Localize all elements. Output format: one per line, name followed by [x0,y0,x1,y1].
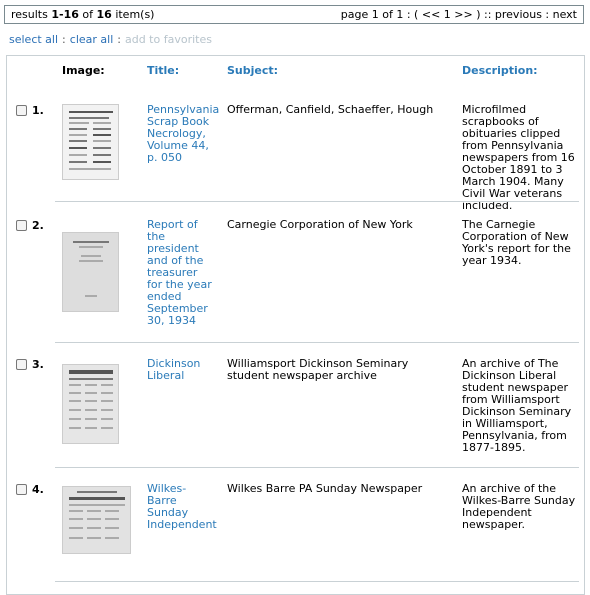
thumbnail-image[interactable] [62,364,119,444]
action-separator: : [117,33,121,46]
row-description: Microfilmed scrapbooks of obituaries clipped from Pennsylvania newspapers from 16 October 1891 to 3 March 1904. Many Civil War veterans included. [462,103,575,212]
selection-actions [9,33,212,46]
row-checkbox[interactable] [16,105,27,116]
header-title[interactable]: Title: [147,64,180,77]
results-range: 1-16 [51,8,79,21]
row-subject: Offerman, Canfield, Schaeffer, Hough [227,103,434,116]
row-subject: Carnegie Corporation of New York [227,218,413,231]
results-of: of [82,8,93,21]
thumbnail-image[interactable] [62,486,131,554]
action-separator: : [62,33,66,46]
row-title-link[interactable]: Dickinson Liberal [147,357,201,382]
row-checkbox[interactable] [16,220,27,231]
row-divider [55,201,579,202]
row-number: 2. [32,219,44,232]
results-count [11,8,154,21]
add-to-favorites-link: add to favorites [124,33,212,46]
results-bar [4,5,584,24]
pagination[interactable]: page 1 of 1 : ( << 1 >> ) :: previous : next [340,8,577,21]
row-description: The Carnegie Corporation of New York's report for the year 1934. [462,218,571,267]
clear-all-link[interactable]: clear all [69,33,114,46]
row-description: An archive of the Wilkes-Barre Sunday Independent newspaper. [462,482,576,531]
row-subject: Wilkes Barre PA Sunday Newspaper [227,482,423,495]
row-divider [55,342,579,343]
thumbnail-image[interactable] [62,104,119,180]
row-title-link[interactable]: Report of the president and of the treasurer for the year ended September 30, 1934 [147,218,212,327]
results-item-suffix: item(s) [115,8,155,21]
results-total: 16 [96,8,112,21]
row-number: 4. [32,483,44,496]
row-subject: Williamsport Dickinson Seminary student newspaper archive [227,357,409,382]
row-number: 1. [32,104,44,117]
results-prefix: results [11,8,48,21]
row-divider [55,581,579,582]
header-subject[interactable]: Subject: [227,64,279,77]
row-divider [55,467,579,468]
header-image: Image: [62,64,105,77]
header-description[interactable]: Description: [462,64,538,77]
results-table [6,55,585,595]
thumbnail-image[interactable] [62,232,119,312]
row-checkbox[interactable] [16,484,27,495]
row-checkbox[interactable] [16,359,27,370]
row-number: 3. [32,358,44,371]
select-all-link[interactable]: select all [9,33,59,46]
row-title-link[interactable]: Pennsylvania Scrap Book Necrology, Volume 44, p. 050 [147,103,220,164]
row-title-link[interactable]: Wilkes-Barre Sunday Independent [147,482,217,531]
row-description: An archive of The Dickinson Liberal student newspaper from Williamsport Dickinson Seminary in Williamsport, Pennsylvania, from 1877-1895. [462,357,572,454]
